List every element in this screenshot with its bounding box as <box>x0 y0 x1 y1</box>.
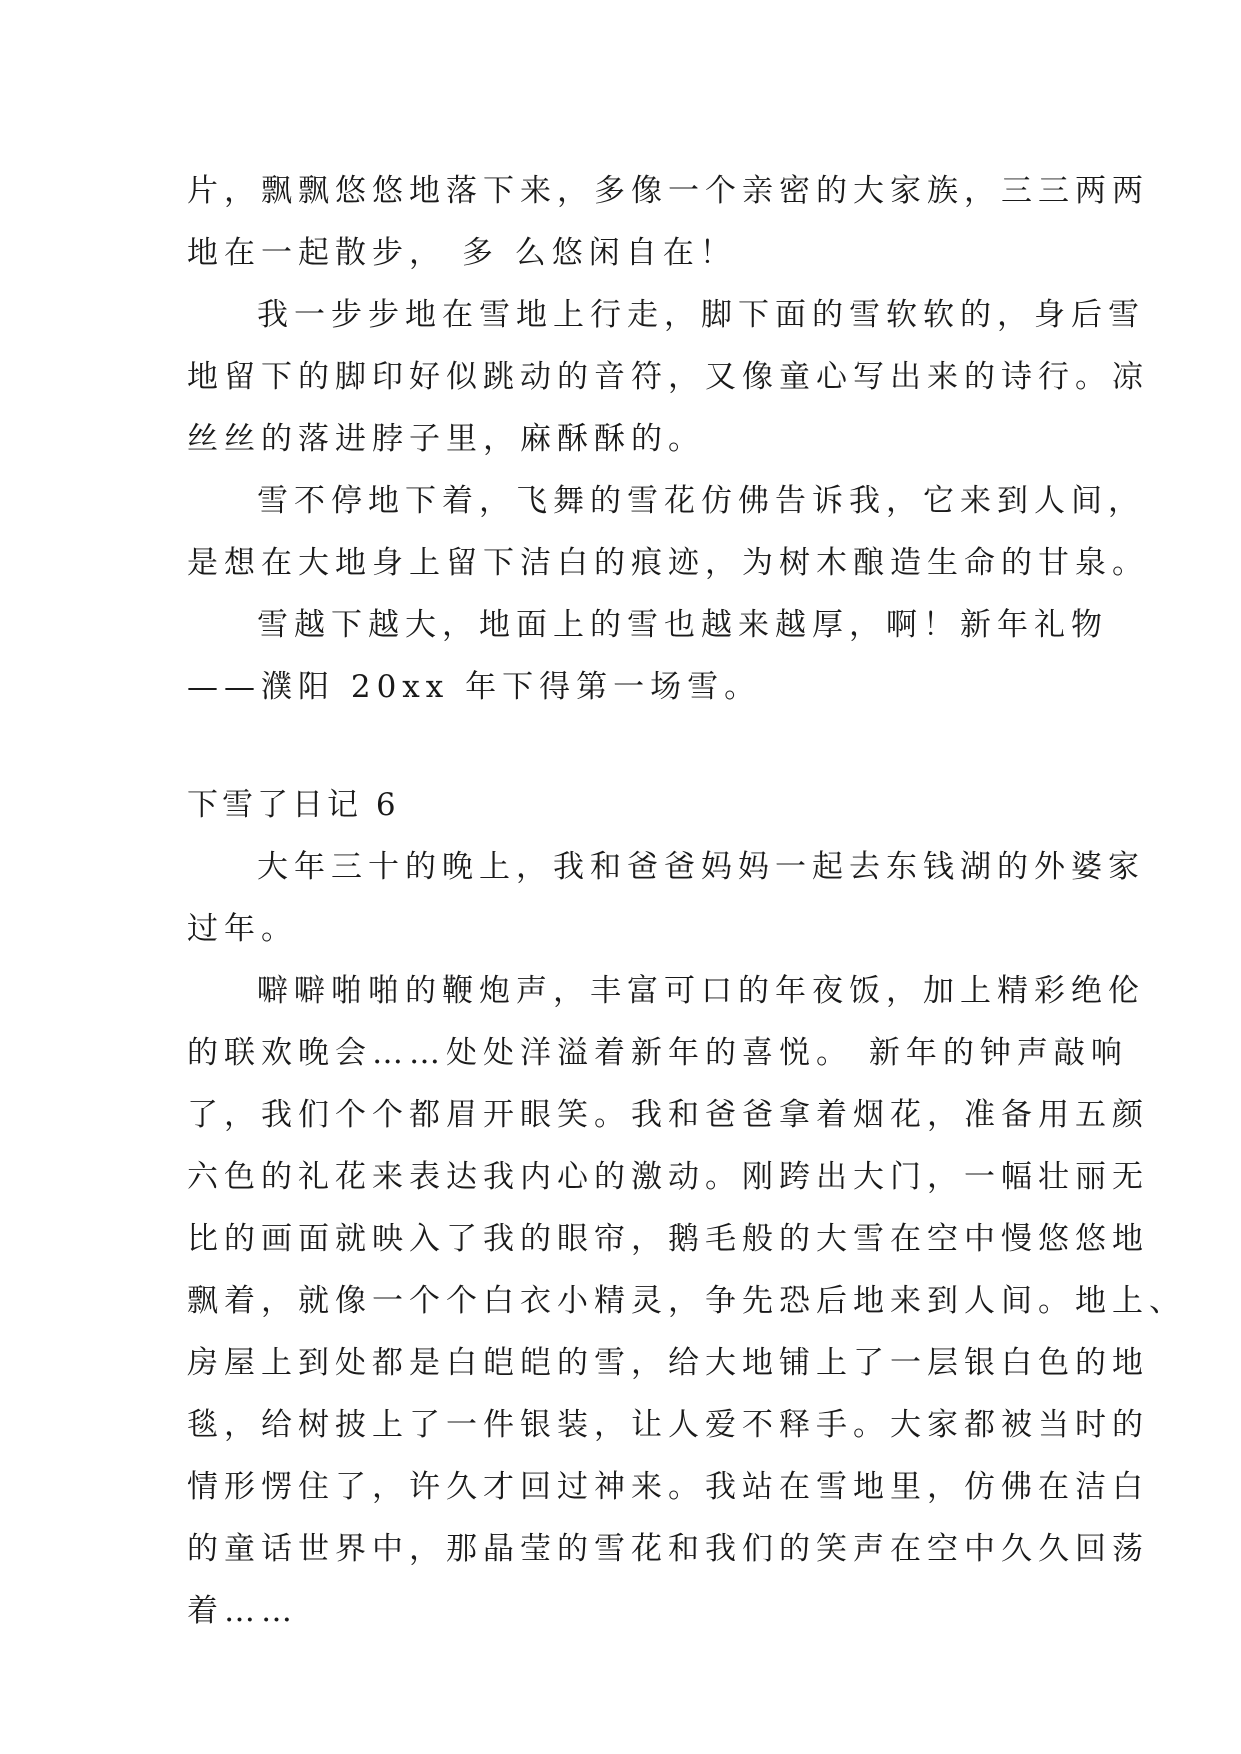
text-line: 雪越下越大，地面上的雪也越来越厚，啊！新年礼物 <box>257 607 1108 643</box>
text-line: 雪不停地下着，飞舞的雪花仿佛告诉我，它来到人间， <box>257 483 1145 519</box>
text-line: 丝丝的落进脖子里，麻酥酥的。 <box>187 421 705 457</box>
text-line: 了，我们个个都眉开眼笑。我和爸爸拿着烟花，准备用五颜 <box>187 1097 1149 1133</box>
section-gap <box>187 718 1057 774</box>
text-line: 我一步步地在雪地上行走，脚下面的雪软软的，身后雪 <box>257 297 1145 333</box>
text-line: 飘着，就像一个个白衣小精灵，争先恐后地来到人间。地上、 <box>187 1283 1186 1319</box>
paragraph <box>187 284 1149 470</box>
text-line: 着…… <box>187 1593 298 1629</box>
text-line: 六色的礼花来表达我内心的激动。刚跨出大门，一幅壮丽无 <box>187 1159 1149 1195</box>
paragraph <box>187 160 1149 284</box>
paragraph <box>187 836 1145 960</box>
paragraph <box>187 470 1149 594</box>
text-line: 毯，给树披上了一件银装，让人爱不释手。大家都被当时的 <box>187 1407 1149 1443</box>
text-line: 比的画面就映入了我的眼帘，鹅毛般的大雪在空中慢悠悠地 <box>187 1221 1149 1257</box>
text-line: 情形愣住了，许久才回过神来。我站在雪地里，仿佛在洁白 <box>187 1469 1149 1505</box>
text-line: 地留下的脚印好似跳动的音符，又像童心写出来的诗行。凉 <box>187 359 1149 395</box>
text-line: 的联欢晚会……处处洋溢着新年的喜悦。 新年的钟声敲响 <box>187 1035 1128 1071</box>
text-line: 地在一起散步， 多 么悠闲自在！ <box>187 235 737 271</box>
section-title: 下雪了日记 6 <box>187 787 400 823</box>
paragraph <box>187 960 1186 1642</box>
text-line: 噼噼啪啪的鞭炮声，丰富可口的年夜饭，加上精彩绝伦 <box>257 973 1145 1009</box>
text-line: 房屋上到处都是白皑皑的雪，给大地铺上了一层银白色的地 <box>187 1345 1149 1381</box>
text-line: 的童话世界中，那晶莹的雪花和我们的笑声在空中久久回荡 <box>187 1531 1149 1567</box>
text-line: 过年。 <box>187 911 298 947</box>
text-line: 片，飘飘悠悠地落下来，多像一个亲密的大家族，三三两两 <box>187 173 1149 209</box>
text-line: 是想在大地身上留下洁白的痕迹，为树木酿造生命的甘泉。 <box>187 545 1149 581</box>
text-line: 大年三十的晚上，我和爸爸妈妈一起去东钱湖的外婆家 <box>257 849 1145 885</box>
paragraph <box>187 594 1108 718</box>
text-line: ——濮阳 20xx 年下得第一场雪。 <box>187 669 762 705</box>
document-body <box>187 160 1186 1642</box>
